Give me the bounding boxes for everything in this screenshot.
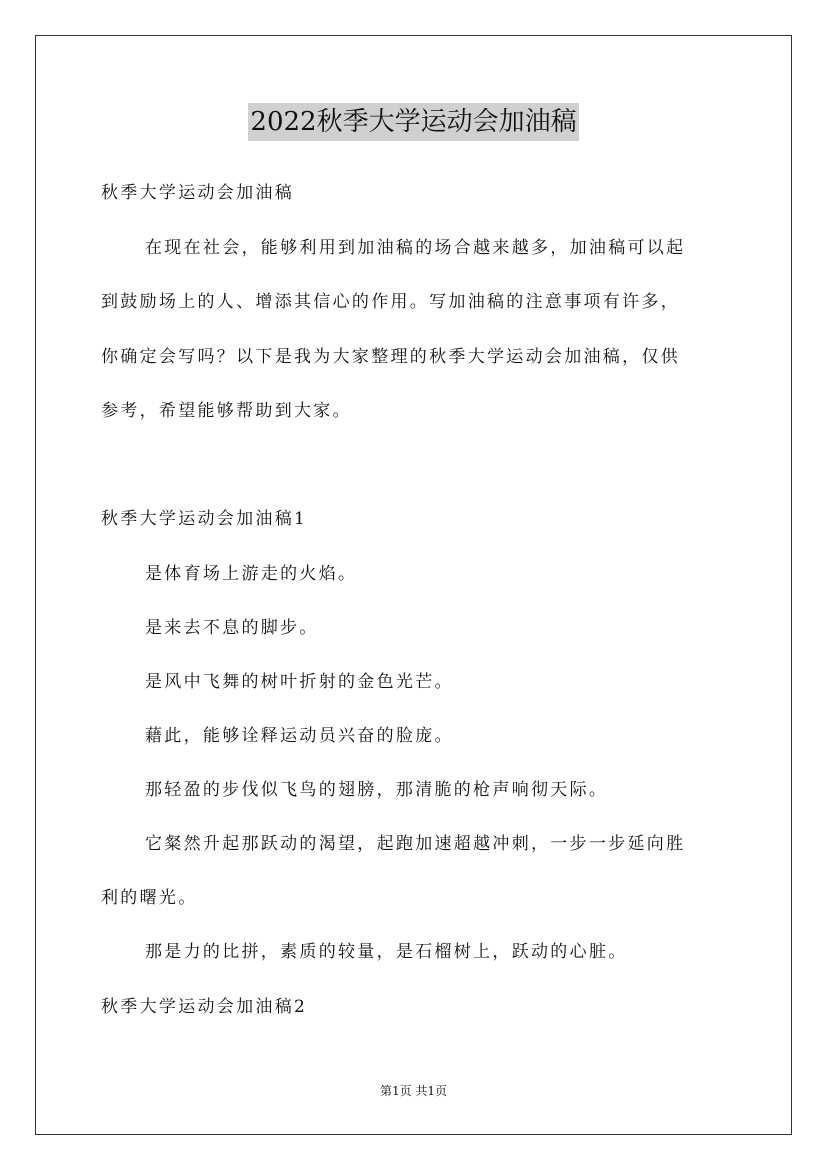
paragraph-line: 是来去不息的脚步。 [145, 618, 319, 638]
paragraph-line: 藉此，能够诠释运动员兴奋的脸庞。 [145, 726, 454, 746]
paragraph-line: 它粲然升起那跃动的渴望，起跑加速超越冲刺，一步一步延向胜 [145, 834, 686, 854]
page-footer: 第1页 共1页 [379, 1084, 448, 1098]
heading-line: 秋季大学运动会加油稿 [101, 183, 294, 203]
section-heading: 秋季大学运动会加油稿2 [101, 997, 308, 1017]
paragraph-line: 到鼓励场上的人、增添其信心的作用。写加油稿的注意事项有许多， [101, 292, 680, 312]
paragraph-line: 那轻盈的步伐似飞鸟的翅膀，那清脆的枪声响彻天际。 [145, 780, 609, 800]
document-title: 2022秋季大学运动会加油稿 [248, 103, 578, 141]
section-heading: 秋季大学运动会加油稿1 [101, 509, 308, 529]
title-container [0, 103, 827, 141]
paragraph-line: 你确定会写吗？以下是我为大家整理的秋季大学运动会加油稿，仅供 [101, 347, 680, 367]
paragraph-line: 是风中飞舞的树叶折射的金色光芒。 [145, 672, 454, 692]
paragraph-line: 在现在社会，能够利用到加油稿的场合越来越多，加油稿可以起 [145, 238, 686, 258]
paragraph-line: 是体育场上游走的火焰。 [145, 564, 358, 584]
paragraph-line: 参考，希望能够帮助到大家。 [101, 401, 352, 421]
paragraph-line: 利的曙光。 [101, 888, 198, 908]
paragraph-line: 那是力的比拼，素质的较量，是石榴树上，跃动的心脏。 [145, 942, 628, 962]
